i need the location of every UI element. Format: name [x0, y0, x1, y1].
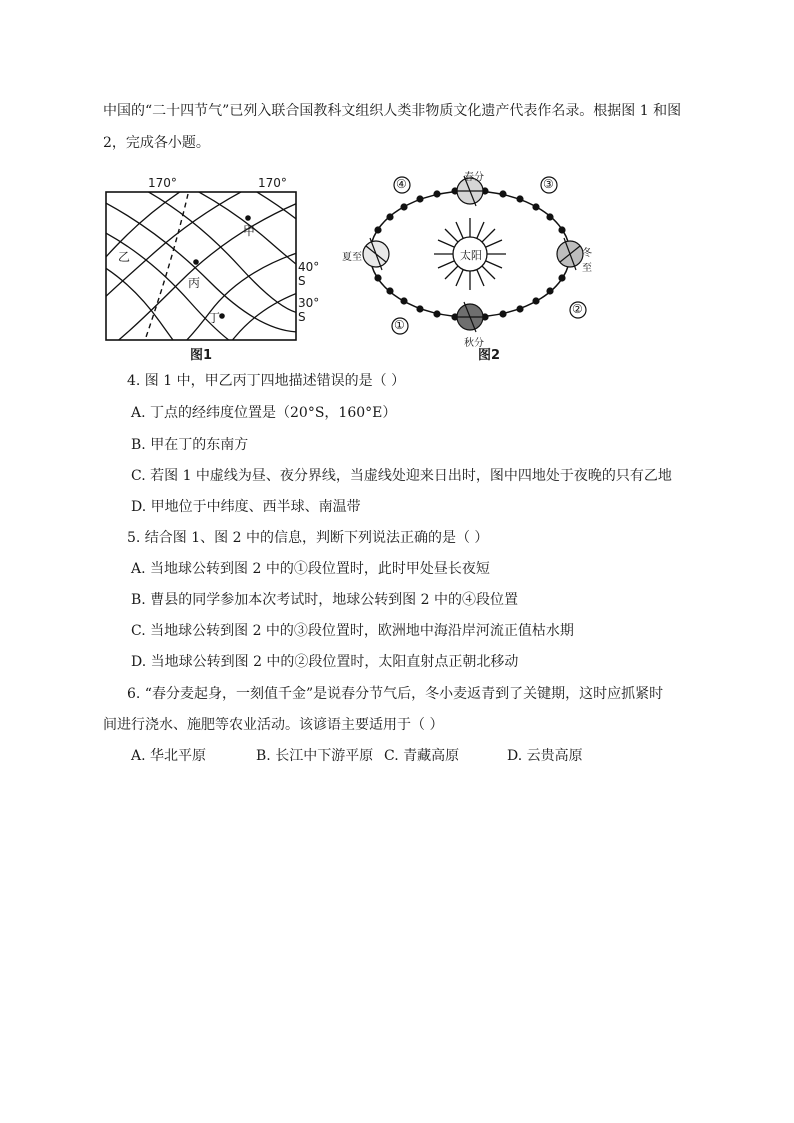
- question-4-option-c: C. 若图 1 中虚线为昼、夜分界线，当虚线处迎来日出时，图中四地处于夜晚的只有乙地: [131, 468, 672, 484]
- earth-icon-autumn: [457, 302, 483, 332]
- latitude-label-40s: 40° S: [298, 260, 320, 288]
- question-4-option-a: A. 丁点的经纬度位置是（20°S，160°E）: [131, 405, 397, 421]
- point-bing: [193, 259, 199, 265]
- question-6-stem-line-1: 6. “春分麦起身，一刻值千金”是说春分节气后，冬小麦返青到了关键期，这时应抓紧时: [127, 686, 664, 702]
- figure-1: [100, 172, 320, 366]
- earth-icon-winter: [557, 238, 583, 270]
- question-6-option-d: D. 云贵高原: [507, 748, 583, 764]
- label-ding: 丁: [208, 311, 221, 325]
- question-5-option-b: B. 曹县的同学参加本次考试时，地球公转到图 2 中的④段位置: [131, 592, 518, 608]
- intro-line-1: 中国的“二十四节气”已列入联合国教科文组织人类非物质文化遗产代表作名录。根据图 1 和图: [103, 103, 682, 119]
- longitude-label-right: 170°: [258, 176, 287, 190]
- question-6-option-b: B. 长江中下游平原: [256, 748, 374, 764]
- label-autumn-equinox: 秋分: [464, 338, 484, 349]
- terminator-dashed-line: [145, 194, 188, 340]
- intro-line-2: 2，完成各小题。: [103, 135, 210, 151]
- label-winter-solstice: 冬至: [582, 248, 592, 274]
- latitude-label-30s: 30° S: [298, 296, 320, 324]
- segment-marker-1: ①: [394, 318, 405, 332]
- figure-2: [340, 168, 600, 372]
- label-summer-solstice: 夏至: [342, 252, 362, 263]
- longitude-label-left: 170°: [148, 176, 177, 190]
- sun-label: 太阳: [460, 249, 482, 262]
- label-bing: 丙: [188, 276, 201, 290]
- question-5-stem: 5. 结合图 1、图 2 中的信息，判断下列说法正确的是（ ）: [127, 530, 489, 546]
- question-4-option-d: D. 甲地位于中纬度、西半球、南温带: [131, 499, 361, 515]
- label-jia: 甲: [243, 224, 256, 238]
- segment-marker-3: ③: [543, 177, 554, 191]
- point-jia: [245, 215, 251, 221]
- graticule-line: [104, 202, 300, 332]
- question-5-option-a: A. 当地球公转到图 2 中的①段位置时，此时甲处昼长夜短: [131, 561, 490, 577]
- question-5-option-d: D. 当地球公转到图 2 中的②段位置时，太阳直射点正朝北移动: [131, 654, 519, 670]
- earth-icon-summer: [363, 238, 389, 270]
- question-5-option-c: C. 当地球公转到图 2 中的③段位置时，欧洲地中海沿岸河流正值枯水期: [131, 623, 574, 639]
- figure-1-map: [100, 172, 310, 362]
- question-4-stem: 4. 图 1 中，甲乙丙丁四地描述错误的是（ ）: [127, 373, 406, 389]
- graticule-line: [100, 182, 260, 302]
- question-6-option-a: A. 华北平原: [131, 748, 207, 764]
- segment-marker-2: ②: [572, 302, 583, 316]
- segment-marker-4: ④: [396, 177, 407, 191]
- question-6-stem-line-2: 间进行浇水、施肥等农业活动。该谚语主要适用于（ ）: [103, 717, 444, 733]
- label-yi: 乙: [118, 250, 131, 264]
- question-6-option-c: C. 青藏高原: [384, 748, 460, 764]
- graticule-line: [160, 252, 300, 362]
- figure-2-caption: 图2: [478, 348, 501, 363]
- question-4-option-b: B. 甲在丁的东南方: [131, 437, 249, 453]
- graticule-line: [210, 292, 300, 362]
- figure-1-caption: 图1: [190, 348, 213, 363]
- point-ding: [219, 313, 225, 319]
- label-spring-equinox: 春分: [464, 172, 484, 183]
